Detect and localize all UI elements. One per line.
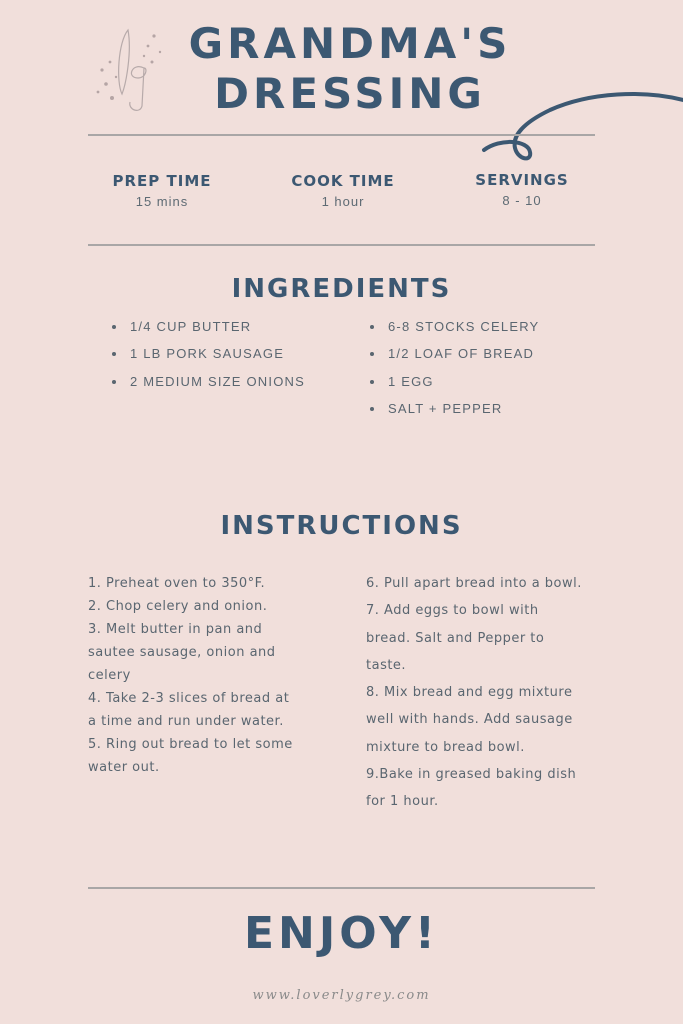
instruction-line: water out. xyxy=(88,760,160,775)
ingredients-list-right xyxy=(370,317,539,426)
instruction-line: celery xyxy=(88,668,131,683)
servings-value: 8 - 10 xyxy=(502,193,542,208)
cook-time xyxy=(263,172,423,209)
divider-middle xyxy=(88,244,595,246)
instruction-line: taste. xyxy=(366,657,407,673)
cook-time-value: 1 hour xyxy=(321,194,365,209)
prep-time-label: PREP TIME xyxy=(112,172,212,190)
servings xyxy=(442,171,602,208)
prep-time-value: 15 mins xyxy=(135,194,189,209)
instruction-line: for 1 hour. xyxy=(366,794,439,810)
instructions-title: INSTRUCTIONS xyxy=(220,511,463,541)
instruction-line: well with hands. Add sausage xyxy=(366,712,573,728)
instruction-line: 8. Mix bread and egg mixture xyxy=(366,685,573,701)
instruction-line: sautee sausage, onion and xyxy=(88,645,276,660)
ingredient-item: 1/2 LOAF OF BREAD xyxy=(370,344,539,371)
ingredients-list-left xyxy=(112,317,305,399)
ingredient-item: 2 MEDIUM SIZE ONIONS xyxy=(112,372,305,399)
instruction-line: 6. Pull apart bread into a bowl. xyxy=(366,576,582,591)
instruction-line: 7. Add eggs to bowl with xyxy=(366,603,539,619)
instruction-line: mixture to bread bowl. xyxy=(366,739,525,755)
prep-time xyxy=(82,172,242,209)
instruction-line: 3. Melt butter in pan and xyxy=(88,622,263,637)
enjoy-heading: ENJOY! xyxy=(243,908,439,959)
swirl-decoration-icon xyxy=(470,80,683,170)
ingredient-item: 1 EGG xyxy=(370,372,539,399)
instructions-right-column xyxy=(366,570,582,816)
instruction-line: 1. Preheat oven to 350°F. xyxy=(88,576,266,591)
ingredient-item: 1/4 CUP BUTTER xyxy=(112,317,305,344)
ingredient-item: 6-8 STOCKS CELERY xyxy=(370,317,539,344)
servings-label: SERVINGS xyxy=(475,171,569,189)
ingredient-item: SALT + PEPPER xyxy=(370,399,539,426)
instruction-line: a time and run under water. xyxy=(88,714,284,729)
ingredients-title: INGREDIENTS xyxy=(231,274,452,304)
cook-time-label: COOK TIME xyxy=(291,172,395,190)
instruction-line: 4. Take 2-3 slices of bread at xyxy=(88,691,290,706)
instruction-line: 9.Bake in greased baking dish xyxy=(366,767,577,783)
divider-top xyxy=(88,134,595,136)
divider-bottom xyxy=(88,887,595,889)
instruction-line: 5. Ring out bread to let some xyxy=(88,737,293,752)
website-url: www.loverlygrey.com xyxy=(252,988,431,1003)
ingredient-item: 1 LB PORK SAUSAGE xyxy=(112,344,305,371)
page-title-line1: GRANDMA'S xyxy=(188,19,512,68)
instructions-left-column xyxy=(88,572,293,779)
page-title-line2: DRESSING xyxy=(214,69,486,118)
instruction-line: bread. Salt and Pepper to xyxy=(366,630,545,646)
instruction-line: 2. Chop celery and onion. xyxy=(88,599,268,614)
